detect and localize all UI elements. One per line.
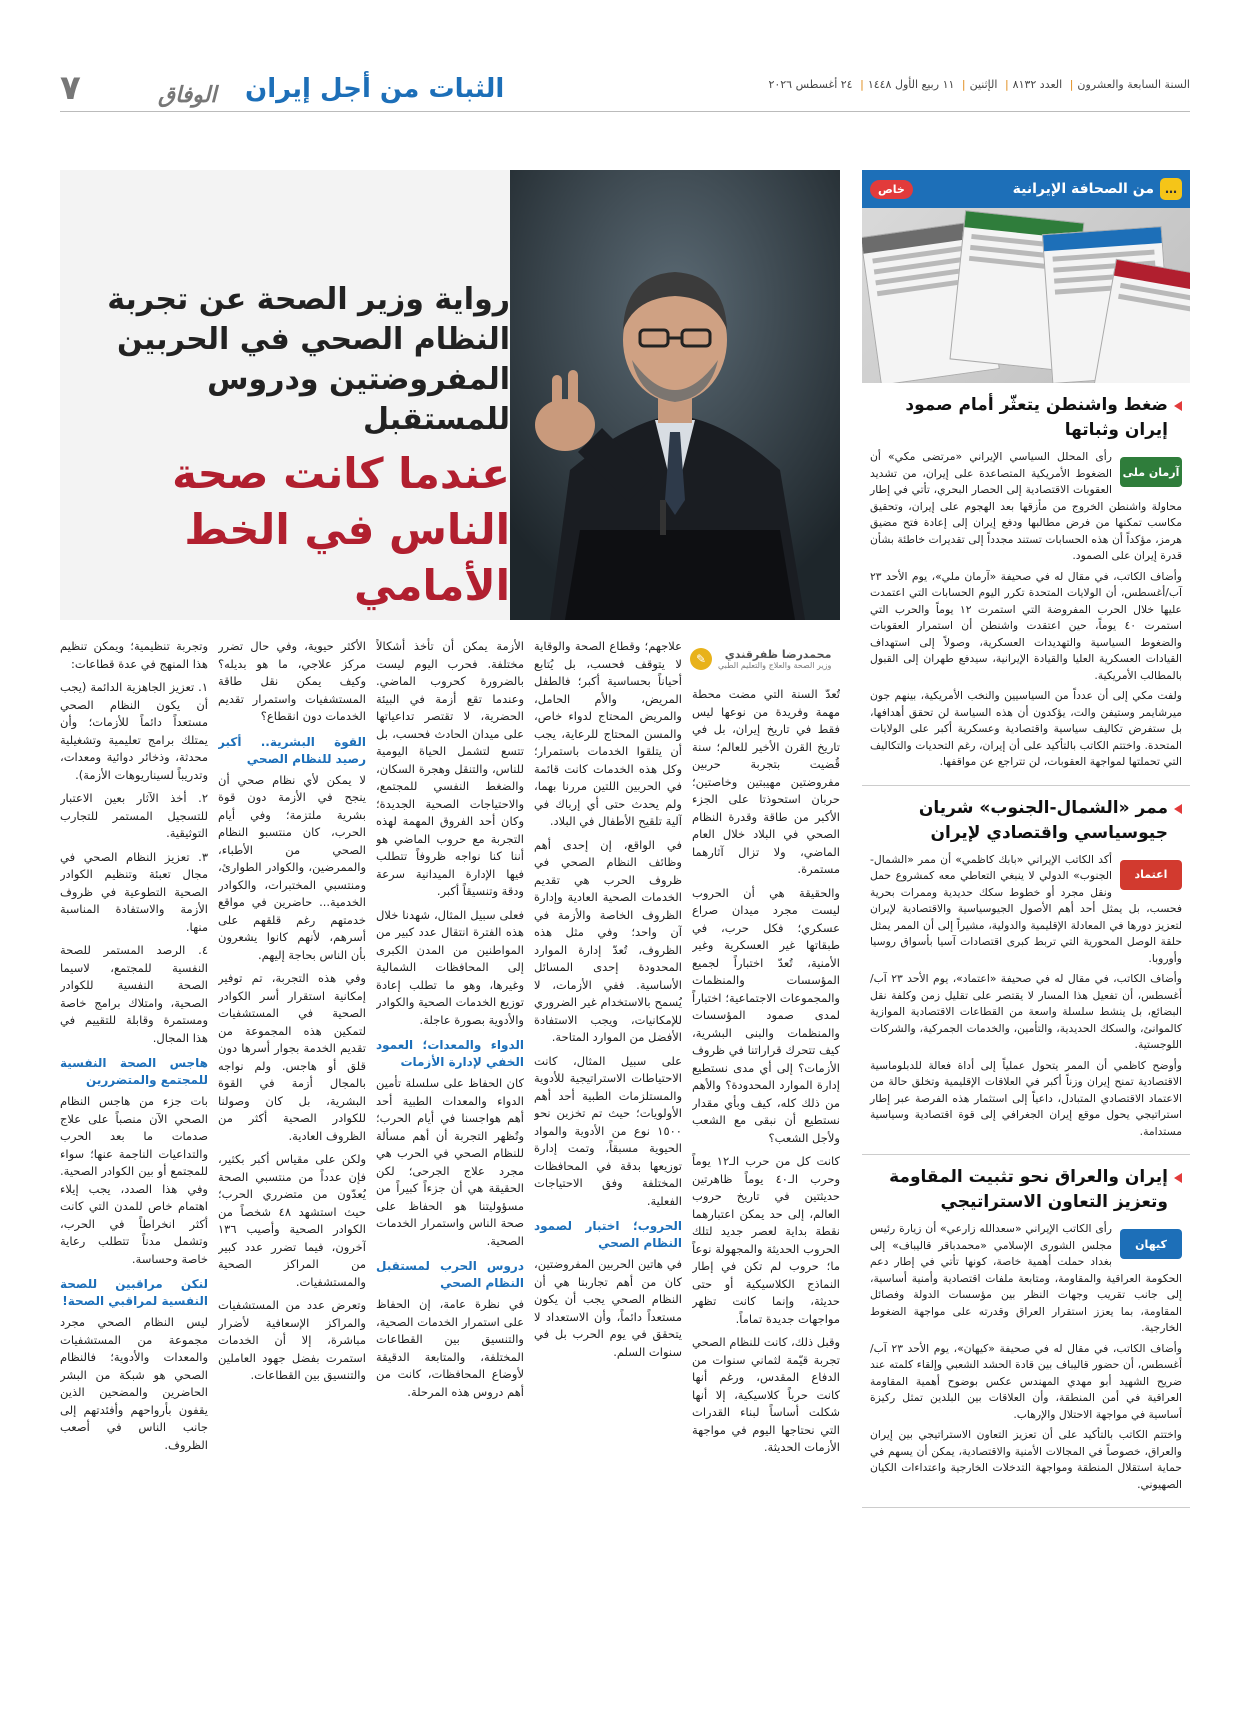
paragraph: ولفت مكي إلى أن عدداً من السياسيين والنخب الأمريكية، بينهم جون ميرشايمر وستيفن والت، يؤكدون أن هذه السياسة لن تحقق أهدافها، بل ستفرض تكاليف سياسية واقتصادية وعسكرية أكبر على الولايات المتحدة. واختتم الكاتب بالتأكيد على أن إيران، رغم التحديات والتكاليف التي تحملتها لمواجهة العقوبات، لن تتراجع عن مواقفها. [870,689,1182,768]
paragraph: علاجهم؛ وقطاع الصحة والوقاية لا يتوقف فحسب، بل يُتابع أحياناً بحساسية أكبر؛ فالطفل المريض، والأم الحامل، والمريض المحتاج لدواء خاص، والمسن المحتاج للرعاية، يجب أن يتلقوا الخدمات باستمرار؛ وكل هذه الخدمات كانت قائمة في الحربين اللتين مررنا بهما، ولم يحدث حتى أي إرباك في آلية تلقيح الأطفال في البلاد. [534,639,682,828]
paragraph: واختتم الكاتب بالتأكيد على أن تعزيز التعاون الاستراتيجي بين إيران والعراق، خصوصاً في المجالات الأمنية والاقتصادية، يمكن أن يسهم في حماية استقلال المنطقة ومواجهة التدخلات الخارجية واعتداءات الكيان الصهيوني. [870,1428,1182,1491]
interview-article [60,170,840,1730]
paragraph: ٢. أخذ الآثار بعين الاعتبار للتسجيل المستمر للتجارب التوثيقية. [60,791,208,840]
story-body [870,1221,1182,1493]
paragraph: كان الحفاظ على سلسلة تأمين الدواء والمعدات الطبية أحد أهم هواجسنا في أيام الحرب؛ وتُظهر التجربة أن أهم مسألة للنظام الصحي في الحرب هي مجرد علاج الجرحى؛ لكن الحقيقة هي أن جزءاً كبيراً من مسؤوليتنا هو الحفاظ على صحة الناس واستمرار الخدمات الصحية. [376,1076,524,1248]
paragraph: وفي هذه التجربة، تم توفير إمكانية استقرار أسر الكوادر الصحية في المستشفيات لتمكين هذه المجموعة من تقديم الخدمة بجوار أسرها دون قلق أو هاجس. ولم نواجه بالمجال أزمة في القوة البشرية، بل كان وصولنا للكوادر الصحية أكثر من الظروف العادية. [218,971,366,1143]
paragraph: ٤. الرصد المستمر للصحة النفسية للمجتمع، لاسيما الصحة النفسية للكوادر الصحية، وامتلاك برامج خاصة ومستمرة وقابلة للتقييم في هذا المجال. [60,943,208,1045]
paragraph: في نظرة عامة، إن الحفاظ على استمرار الخدمات الصحية، والتنسيق بين القطاعات المختلفة، والمتابعة الدقيقة لأوضاع المحافظات، كانت من أهم دروس هذه المرحلة. [376,1297,524,1399]
paragraph: على سبيل المثال، كانت الاحتياطات الاستراتيجية للأدوية والمستلزمات الطبية أحد أهم الأولويات؛ حيث تم تخزين نحو ١٥٠٠ نوع من الأدوية والمواد الحيوية مسبقاً، وتمت إدارة توزيعها بدقة في المحافظات المختلفة وفق الاحتياجات الفعلية. [534,1053,682,1208]
press-story [862,786,1190,1156]
paragraph: الأزمة يمكن أن تأخذ أشكالاً مختلفة. فحرب اليوم ليست بالضرورة كحروب الماضي. وعندما تقع أزمة في البيئة الحضرية، لا تقتصر تداعياتها على ميدان الحادث فحسب، بل تتسع لتشمل الحياة اليومية للناس، والتنقل وهجرة السكان، والضغط النفسي للمجتمع، والاحتياجات الصحية الجديدة؛ وكان أحد الفروق المهمة لهذه التجربة مع حروب الماضي هو أننا كنا نواجه ظروفاً تتطلب فيها الإدارة الميدانية سرعة ودقة وتنسيقاً أكبر. [376,639,524,898]
paragraph: رأى المحلل السياسي الإيراني «مرتضى مكي» أن الضغوط الأمريكية المتصاعدة على إيران، من تشديد العقوبات الاقتصادية إلى الحصار البحري، تأتي في إطار محاولة واشنطن الخروج من مأزقها بعد الهجوم على إيران، وتحقيق مكاسب تمكنها من فرض مطالبها ودفع إيران إلى إعادة فتح مضيق هرمز، مؤكداً أن هذه الحسابات تستند مجدداً إلى تقديرات خاطئة بشأن قدرة إيران على الصمود. [870,450,1182,562]
paragraph: فعلى سبيل المثال، شهدنا خلال هذه الفترة انتقال عدد كبير من المواطنين من المدن الكبرى إلى المحافظات الشمالية وغيرها، وهو ما تطلب إعادة توزيع الخدمات الصحية والكوادر والأدوية بصورة عاجلة. [376,907,524,1027]
paragraph: والحقيقة هي أن الحروب ليست مجرد ميدان صراع عسكري؛ فكل حرب، في طبقاتها غير العسكرية وغير الأمنية، تُعدّ اختباراً لجميع المؤسسات والمنظمات والمجموعات الاجتماعية؛ اختباراً لمدى صمود المؤسسات والمنظمات والبنى البشرية، كيف تتحرك قراراتنا في ظروف الأزمات؟ إلى أي مدى نستطيع إدارة الموارد المحدودة؟ والأهم من ذلك كله، كيف وبأي مقدار نستطيع أن نبقى مع الشعب ولأجل الشعب؟ [692,885,840,1145]
press-story [862,383,1190,786]
paragraph: وأضاف الكاتب، في مقال له في صحيفة «اعتماد»، يوم الأحد ٢٣ آب/أغسطس، أن تفعيل هذا المسار لا يقتصر على تقليل زمن وكلفة نقل البضائع، بل ينشط سلسلة واسعة من القطاعات الاقتصادية الموازية كالموانئ، والسكك الحديدية، والتأمين، والخدمات الجمركية، والشركات اللوجستية. [870,972,1182,1051]
paragraph: في هاتين الحربين المفروضتين، كان من أهم تجاربنا هي أن النظام الصحي يجب أن يكون مستعداً دائماً، وأن الاستعداد لا يتحقق في يوم الحرب بل في سنوات السلم. [534,1257,682,1359]
subheading: هاجس الصحة النفسية للمجتمع والمتضررين [60,1056,208,1087]
interview-title: عندما كانت صحة الناس في الخط الأمامي [172,449,510,610]
paragraph: وأضاف الكاتب، في مقال له في صحيفة «آرمان ملي»، يوم الأحد ٢٣ آب/أغسطس، أن الولايات المتحدة تكرر اليوم الحسابات التي اعتمدت عليها خلال الحرب المفروضة التي استمرت ١٢ يوماً والحرب التي استمرت ٤٠ يوماً، حين اعتقدت واشنطن أن استمرار العقوبات والضغوط السياسية والتهديدات العسكرية، وصولاً إلى استهداف القيادات العسكرية العليا والقيادة الإيرانية، سيدفع طهران إلى القبول بالمطالب الأمريكية. [870,569,1183,682]
page-header [60,68,1190,112]
article-column [218,638,366,1728]
paragraph: ولكن على مقياس أكبر بكثير، فإن عدداً من منتسبي الصحة يُعدّون من متضرري الحرب؛ حيث استشهد ٤٨ شخصاً من الكوادر الصحية وأصيب ١٣٦ آخرون، فيما تضرر عدد كبير من المراكز الصحية والمستشفيات. [218,1152,366,1289]
interview-headline [80,280,510,614]
article-column [534,638,682,1728]
article-column [692,638,840,1728]
paragraph: وقبل ذلك، كانت للنظام الصحي تجربة قيّمة لثماني سنوات من الدفاع المقدس، ورغم أنها كانت حرباً كلاسيكية، إلا أنها شكلت أساساً لبناء القدرات التي نحتاجها اليوم في مواجهة الأزمات الحديثة. [692,1335,840,1454]
sidebar-header [862,170,1190,208]
paragraph: وأضاف الكاتب، في مقال له في صحيفة «كيهان»، يوم الأحد ٢٣ آب/أغسطس، أن حضور قاليباف بين قادة الحشد الشعبي وإلقاء كلمته عند ضريح الشهيد أبو مهدي المهندس عكس بوضوح أهمية المقاومة العراقية في أمن المنطقة، وأن العلاقات بين البلدين تمثل ركيزة أساسية في مواجهة الاحتلال والإرهاب. [870,1341,1183,1421]
story-body [870,449,1182,771]
paragraph: وتجربة تنظيمية؛ ويمكن تنظيم هذا المنهج في عدة قطاعات: [60,639,208,671]
press-story [862,1155,1190,1508]
masthead-logo: الوفاق [158,82,217,108]
story-body [870,852,1182,1141]
story-title[interactable]: ضغط واشنطن يتعثّر أمام صمود إيران وثباتها [870,393,1182,443]
dateline-year: السنة السابعة والعشرون [1077,78,1190,91]
paragraph: وأوضح كاظمي أن الممر يتحول عملياً إلى أداة فعالة للدبلوماسية الاقتصادية تمنح إيران وزناً أكبر في العلاقات الإقليمية وتخلق حالة من الاعتماد الاقتصادي المتبادل، داعياً إلى استثمار هذه الفرصة عبر إطار استراتيجي يحول موقع إيران الجغرافي إلى قوة اقتصادية وسياسية مستدامة. [870,1058,1182,1138]
speech-bubble-icon: … [1160,178,1182,200]
exclusive-badge: خاص [870,180,913,199]
paragraph: أكد الكاتب الإيراني «بابك كاظمي» أن ممر «الشمال-الجنوب» الدولي لا ينبغي التعاطي معه كمشروع حمل ونقل مجرد أو خطوط سكك حديدية وممرات بحرية فحسب، بل يمثل أحد أهم الأصول الجيوسياسية والاقتصادية لإيران لتعزيز دورها في المعادلة الإقليمية والدولية، مشيراً إلى أن الممر يمثل حلقة الوصل المحورية التي تربط كبرى اقتصادات آسيا بأسواق روسيا وأوروبا. [870,852,1182,965]
newspaper-logo: کیهان [1120,1229,1182,1259]
paragraph: رأى الكاتب الإيراني «سعدالله زارعي» أن زيارة رئيس مجلس الشورى الإسلامي «محمدباقر قاليباف» إلى بغداد حملت أهمية خاصة، كونها تأتي في إطار دعم الحكومة العراقية والمقاومة، ومتابعة ملفات اقتصادية وأمنية أساسية، إلى جانب تقريب وجهات النظر بين مؤسسات الدولة وفصائل المقاومة، بما يعزز استقرار العراق وقدرته على مواجهة الضغوط الخارجية. [870,1222,1182,1334]
section-title: الثبات من أجل إيران [245,74,505,104]
author-name: محمدرضا ظفرقندي [724,648,832,661]
article-column [376,638,524,1728]
paragraph: ليس النظام الصحي مجرد مجموعة من المستشفيات والمعدات والأدوية؛ فالنظام الصحي هو شبكة من البشر الحاضرين والمضحين الذين يقفون بأرواحهم وأفئدتهم إلى جانب الناس في أصعب الظروف. [60,1315,208,1452]
paragraph: وتعرض عدد من المستشفيات والمراكز الإسعافية لأضرار مباشرة، إلا أن الخدمات استمرت بفضل جهود العاملين والتنسيق بين القطاعات. [218,1298,366,1382]
sidebar-stories [862,383,1190,1508]
paragraph: الأكثر حيوية، وفي حال تضرر مركز علاجي، ما هو بديله؟ وكيف يمكن نقل طاقة المستشفيات واستمرار تقديم الخدمات دون انقطاع؟ [218,639,366,723]
dateline-issue: العدد ۸۱۳۲ [1012,78,1063,91]
interview-subtitle: رواية وزير الصحة عن تجربة النظام الصحي في الحربين المفروضتين ودروس للمستقبل [107,282,510,437]
press-review-sidebar [862,170,1190,1730]
paragraph: بات جزء من هاجس النظام الصحي الآن منصباً على علاج صدمات ما بعد الحرب والتداعيات الناجمة عنها؛ سواء للمجتمع أو بين الكوادر الصحية. وفي هذا الصدد، يجب إيلاء اهتمام خاص للمدن التي كانت أكثر انخراطاً في الحرب، وتشمل مدناً تتطلب رعاية خاصة وحساسة. [60,1094,208,1266]
subheading: القوة البشرية.. أكبر رصيد للنظام الصحي [218,734,366,766]
newspaper-logo: آرمان ملی [1120,457,1182,487]
subheading: لنكن مراقبين للصحة النفسية لمراقبي الصحة! [60,1277,208,1308]
paragraph: ١. تعزيز الجاهزية الدائمة (يجب أن يكون النظام الصحي مستعداً دائماً للأزمات؛ وأن يمتلك برامج تعليمية وتشغيلية محدثة، وذخائر دوائية ومعدات، وتدريباً لسيناريوهات الأزمة). [60,680,208,782]
pen-icon: ✎ [690,648,712,670]
page-number: ۷ [60,68,81,108]
author-role: وزير الصحة والعلاج والتعليم الطبي [718,661,832,670]
story-title[interactable]: إيران والعراق نحو تثبيت المقاومة وتعزيز التعاون الاستراتيجي [870,1165,1182,1215]
paragraph: في الواقع، إن إحدى أهم وظائف النظام الصحي في ظروف الحرب هي تقديم الخدمات الصحية العادية وإدارة الظروف الخاصة والأزمة في آن واحد؛ وفي مثل هذه الظروف، تُعدّ إدارة الموارد المحدودة إحدى المسائل الأساسية. ففي الأزمات، لا يُسمح بالاستخدام غير الضروري للإمكانيات، ويجب الاستفادة الأفضل من الموارد المتاحة. [534,837,682,1044]
subheading: الدواء والمعدات؛ العمود الخفي لإدارة الأزمات [376,1038,524,1069]
dateline: السنة السابعة والعشرون| العدد ۸۱۳۲| الإثنين| ۱۱ ربیع الأول ۱٤٤۸| ۲٤ أغسطس ۲۰۲٦ [768,78,1190,91]
sidebar-title: من الصحافة الإيرانية [1012,181,1154,197]
newspaper-logo: اعتماد [1120,860,1182,890]
subheading: الحروب؛ اختبار لصمود النظام الصحي [534,1219,682,1250]
speaker-photo [510,170,840,620]
article-column [60,638,208,1728]
subheading: دروس الحرب لمستقبل النظام الصحي [376,1259,524,1290]
dateline-day: الإثنين [969,78,998,91]
paragraph: لا يمكن لأي نظام صحي أن ينجح في الأزمة دون قوة بشرية ملتزمة؛ وفي أيام الحرب، كان منتسبو النظام الصحي من الأطباء، والممرضين، والكوادر الطوارئ، ومنتسبي المختبرات، والكوادر الخدمية... حاضرين في مواقع خدمتهم رغم قلقهم على أسرهم، لأنهم كانوا يشعرون بأن الناس بحاجة إليهم. [218,772,366,962]
story-title[interactable]: ممر «الشمال-الجنوب» شريان جيوسياسي واقتصادي لإيران [870,796,1182,846]
paragraph: تُعدّ السنة التي مضت محطة مهمة وفريدة من نوعها ليس فقط في تاريخ إيران، بل في تاريخ القرن الأخير للعالم؛ سنة قُضيت بتجربة حربين مفروضتين مهيبتين وخاصتين؛ حربان استحوذتا على الجزء الأكبر من طاقة وقدرة النظام الصحي في البلاد خلال العام الماضي، ولا تزال آثارهما مستمرة. [692,687,840,876]
paragraph: ٣. تعزيز النظام الصحي في مجال تعبئة وتنظيم الكوادر الصحية التطوعية في ظروف الأزمة والاستفادة المناسبة منها. [60,849,208,934]
newspapers-photo [862,208,1190,383]
paragraph: كانت كل من حرب الـ١٢ يوماً وحرب الـ٤٠ يوماً ظاهرتين حديثتين في تاريخ حروب العالم، إلى حد يمكن اعتبارهما نقطة بداية لعصر جديد لتلك الحروب الحديثة والمجهولة نوعاً ما؛ حروب لم تكن في إطار النماذج الكلاسيكية أو حتى حديثة، وإنما كانت تظهر مواجهات جديدة تماماً. [692,1154,840,1326]
dateline-gregorian: ۲٤ أغسطس ۲۰۲٦ [768,78,853,91]
dateline-hijri: ۱۱ ربیع الأول ۱٤٤۸ [867,78,955,91]
interview-columns [60,638,840,1728]
interview-hero [60,170,840,620]
